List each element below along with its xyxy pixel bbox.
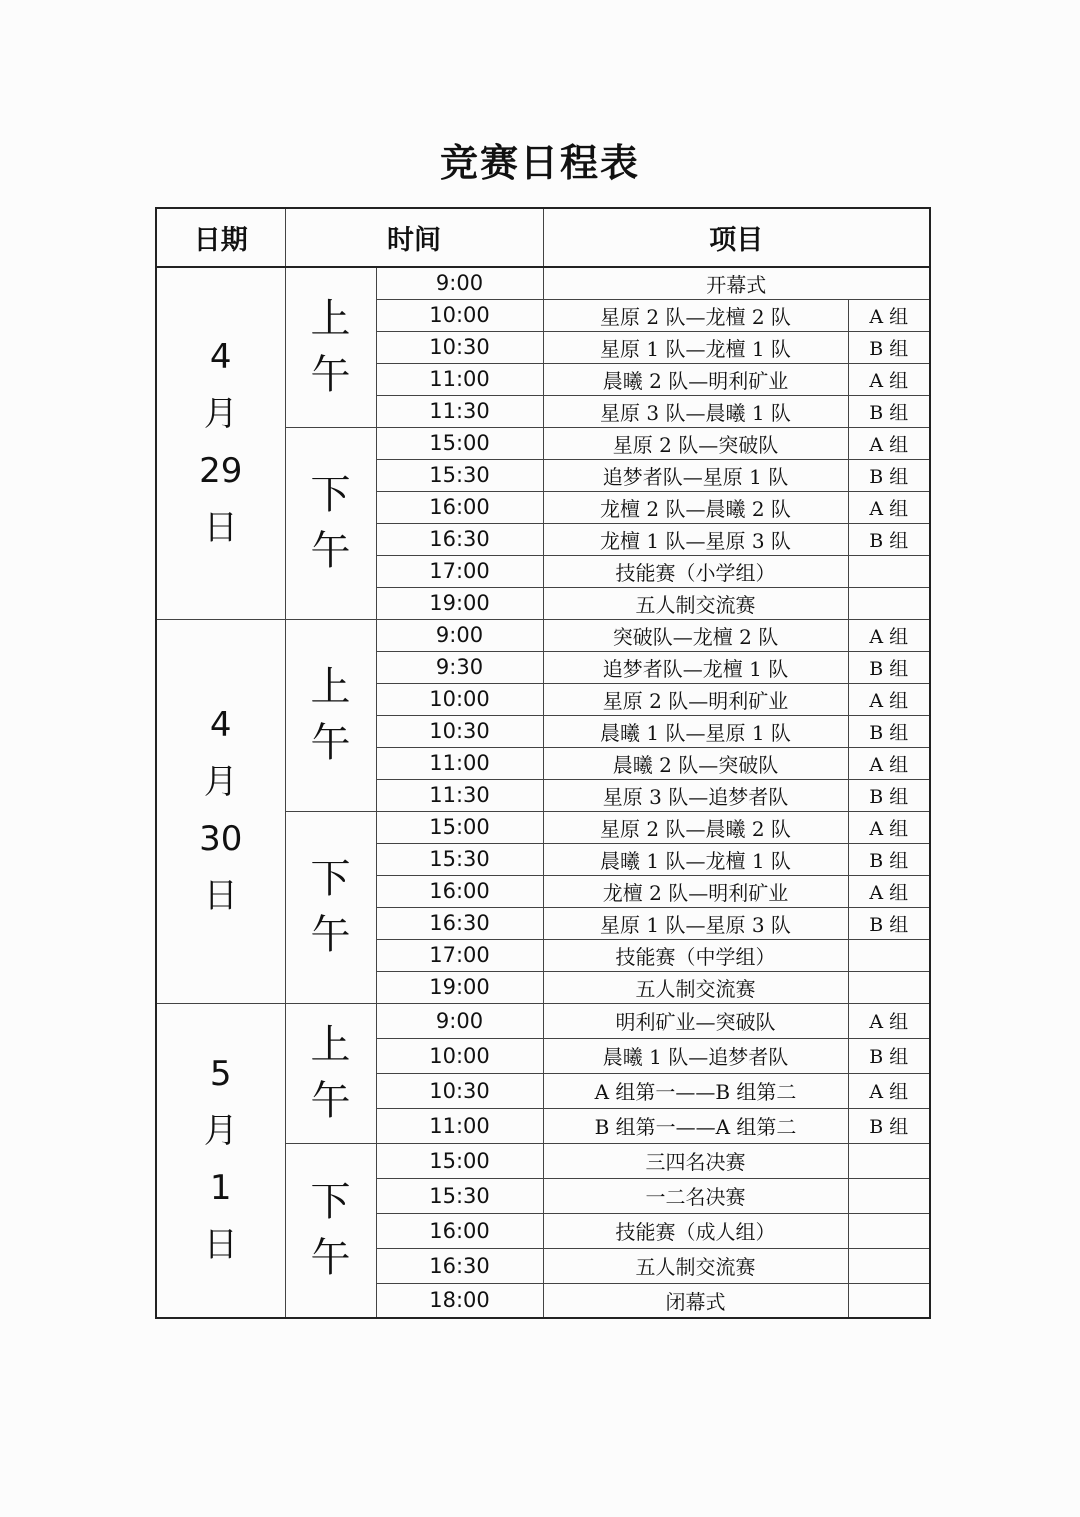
event-cell: 追梦者队—龙檀 1 队 <box>543 651 848 683</box>
group-cell: B 组 <box>848 395 930 427</box>
time-cell: 9:00 <box>376 619 543 651</box>
date-part: 日 <box>203 508 238 549</box>
event-cell: B 组第一——A 组第二 <box>543 1108 848 1143</box>
group-cell: A 组 <box>848 811 930 843</box>
event-cell: 晨曦 2 队—突破队 <box>543 747 848 779</box>
event-cell: 技能赛（成人组） <box>543 1213 848 1248</box>
time-cell: 19:00 <box>376 971 543 1003</box>
date-part: 1 <box>209 1168 232 1209</box>
period-label: 午 <box>310 528 351 574</box>
time-cell: 9:00 <box>376 267 543 299</box>
time-cell: 9:30 <box>376 651 543 683</box>
period-label: 午 <box>310 1235 351 1282</box>
event-cell: 星原 3 队—晨曦 1 队 <box>543 395 848 427</box>
group-cell <box>848 587 930 619</box>
page-title: 竞赛日程表 <box>439 141 640 185</box>
event-cell: 五人制交流赛 <box>543 587 848 619</box>
time-cell: 15:00 <box>376 427 543 459</box>
event-cell: 闭幕式 <box>543 1283 848 1318</box>
date-part: 29 <box>199 451 243 492</box>
event-cell: 星原 2 队—晨曦 2 队 <box>543 811 848 843</box>
time-cell: 16:30 <box>376 523 543 555</box>
group-cell: B 组 <box>848 459 930 491</box>
time-cell: 16:30 <box>376 1248 543 1283</box>
time-cell: 10:00 <box>376 683 543 715</box>
time-cell: 11:30 <box>376 395 543 427</box>
group-cell: B 组 <box>848 843 930 875</box>
group-cell: A 组 <box>848 1003 930 1038</box>
period-label: 午 <box>310 912 351 958</box>
date-part: 日 <box>203 1225 238 1266</box>
group-cell <box>848 971 930 1003</box>
time-cell: 15:30 <box>376 843 543 875</box>
date-part: 4 <box>209 337 232 378</box>
group-cell: A 组 <box>848 683 930 715</box>
event-cell: 星原 3 队—追梦者队 <box>543 779 848 811</box>
time-cell: 11:00 <box>376 747 543 779</box>
event-cell: 一二名决赛 <box>543 1178 848 1213</box>
group-cell: A 组 <box>848 619 930 651</box>
event-cell: 晨曦 1 队—追梦者队 <box>543 1038 848 1073</box>
period-label: 下 <box>310 1179 351 1226</box>
period-cell <box>285 619 376 811</box>
schedule-body <box>156 267 930 1318</box>
date-part: 日 <box>203 876 238 916</box>
group-cell: B 组 <box>848 331 930 363</box>
group-cell: A 组 <box>848 875 930 907</box>
group-cell: A 组 <box>848 427 930 459</box>
time-cell: 18:00 <box>376 1283 543 1318</box>
date-cell <box>156 1003 285 1318</box>
event-cell: 晨曦 2 队—明利矿业 <box>543 363 848 395</box>
event-cell: 星原 2 队—突破队 <box>543 427 848 459</box>
date-cell <box>156 619 285 1003</box>
group-cell: B 组 <box>848 715 930 747</box>
schedule-row <box>156 267 930 299</box>
event-cell: 五人制交流赛 <box>543 971 848 1003</box>
event-cell: 技能赛（小学组） <box>543 555 848 587</box>
date-part: 30 <box>199 819 243 859</box>
event-cell: 星原 2 队—明利矿业 <box>543 683 848 715</box>
header-event: 项目 <box>543 208 930 267</box>
group-cell <box>848 1213 930 1248</box>
date-part: 月 <box>203 394 238 435</box>
group-cell: A 组 <box>848 747 930 779</box>
group-cell <box>848 939 930 971</box>
period-label: 上 <box>310 664 351 710</box>
time-cell: 11:30 <box>376 779 543 811</box>
time-cell: 16:00 <box>376 875 543 907</box>
time-cell: 10:30 <box>376 715 543 747</box>
period-cell <box>285 267 376 427</box>
event-cell: 星原 1 队—星原 3 队 <box>543 907 848 939</box>
event-cell: 三四名决赛 <box>543 1143 848 1178</box>
event-cell: 突破队—龙檀 2 队 <box>543 619 848 651</box>
event-cell: 五人制交流赛 <box>543 1248 848 1283</box>
period-cell <box>285 1143 376 1318</box>
date-part: 4 <box>209 705 232 745</box>
period-label: 午 <box>310 720 351 766</box>
event-cell: 开幕式 <box>543 267 930 299</box>
time-cell: 19:00 <box>376 587 543 619</box>
event-cell: 星原 2 队—龙檀 2 队 <box>543 299 848 331</box>
group-cell: A 组 <box>848 491 930 523</box>
group-cell: A 组 <box>848 1073 930 1108</box>
time-cell: 10:30 <box>376 1073 543 1108</box>
event-cell: 龙檀 2 队—明利矿业 <box>543 875 848 907</box>
period-label: 上 <box>310 296 351 343</box>
date-cell <box>156 267 285 619</box>
time-cell: 11:00 <box>376 363 543 395</box>
event-cell: 晨曦 1 队—星原 1 队 <box>543 715 848 747</box>
period-label: 午 <box>310 352 351 399</box>
period-label: 午 <box>310 1078 351 1124</box>
event-cell: 明利矿业—突破队 <box>543 1003 848 1038</box>
time-cell: 16:00 <box>376 491 543 523</box>
time-cell: 16:30 <box>376 907 543 939</box>
group-cell: A 组 <box>848 363 930 395</box>
group-cell <box>848 555 930 587</box>
time-cell: 17:00 <box>376 939 543 971</box>
group-cell: B 组 <box>848 651 930 683</box>
time-cell: 10:00 <box>376 1038 543 1073</box>
period-label: 下 <box>310 856 351 902</box>
time-cell: 17:00 <box>376 555 543 587</box>
time-cell: 9:00 <box>376 1003 543 1038</box>
group-cell <box>848 1178 930 1213</box>
group-cell: B 组 <box>848 779 930 811</box>
period-label: 下 <box>310 472 351 518</box>
event-cell: 星原 1 队—龙檀 1 队 <box>543 331 848 363</box>
date-part: 5 <box>209 1054 232 1095</box>
header-time: 时间 <box>285 208 543 267</box>
date-part: 月 <box>203 762 238 802</box>
schedule-row <box>156 1003 930 1038</box>
group-cell: B 组 <box>848 907 930 939</box>
group-cell <box>848 1143 930 1178</box>
time-cell: 15:00 <box>376 1143 543 1178</box>
period-cell <box>285 427 376 619</box>
time-cell: 15:30 <box>376 1178 543 1213</box>
date-part: 月 <box>203 1111 238 1152</box>
event-cell: 龙檀 2 队—晨曦 2 队 <box>543 491 848 523</box>
group-cell <box>848 1248 930 1283</box>
group-cell <box>848 1283 930 1318</box>
group-cell: A 组 <box>848 299 930 331</box>
event-cell: 追梦者队—星原 1 队 <box>543 459 848 491</box>
group-cell: B 组 <box>848 1038 930 1073</box>
time-cell: 15:00 <box>376 811 543 843</box>
period-cell <box>285 811 376 1003</box>
event-cell: A 组第一——B 组第二 <box>543 1073 848 1108</box>
period-label: 上 <box>310 1022 351 1068</box>
schedule-table <box>155 207 931 1319</box>
event-cell: 技能赛（中学组） <box>543 939 848 971</box>
time-cell: 10:00 <box>376 299 543 331</box>
period-cell <box>285 1003 376 1143</box>
schedule-row <box>156 619 930 651</box>
time-cell: 11:00 <box>376 1108 543 1143</box>
time-cell: 16:00 <box>376 1213 543 1248</box>
group-cell: B 组 <box>848 1108 930 1143</box>
time-cell: 10:30 <box>376 331 543 363</box>
event-cell: 晨曦 1 队—龙檀 1 队 <box>543 843 848 875</box>
header-date: 日期 <box>156 208 285 267</box>
time-cell: 15:30 <box>376 459 543 491</box>
event-cell: 龙檀 1 队—星原 3 队 <box>543 523 848 555</box>
group-cell: B 组 <box>848 523 930 555</box>
